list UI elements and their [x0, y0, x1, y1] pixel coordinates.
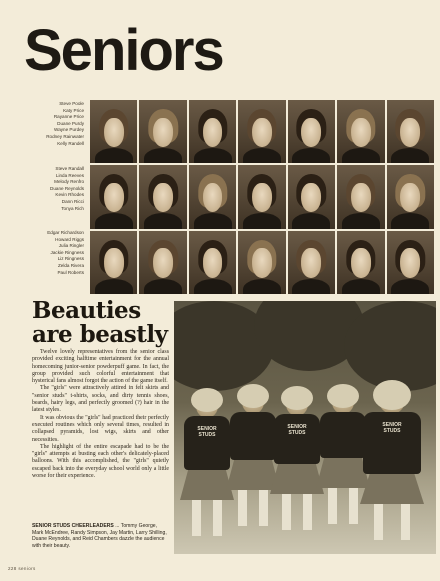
senior-portrait [139, 165, 186, 228]
legs [374, 504, 410, 540]
story-paragraph: The highlight of the entire escapade had to be the "girls" attempts at busting each other's delicately-placed balloons. With this accomplished, the "girls" quietly escaped back into the everyday school world only a little worse for their experience. [32, 443, 169, 480]
shirt-text: STUDS [383, 428, 401, 434]
story-body [32, 349, 169, 480]
story-paragraph: Twelve lovely representatives from the senior class provided exciting halftime entertainment for the annual homecoming junior-senior powderpuff game. In fact, the group provided such colorful entertainment that hysterical fans almost forgot the action of the game itself. [32, 349, 169, 385]
senior-name: Wayne Purdey [54, 127, 84, 133]
headline-line: Beauties [32, 297, 141, 324]
senior-name: Howard Riggs [55, 236, 84, 242]
photo-caption [32, 523, 169, 549]
skirt [360, 474, 424, 504]
name-list-row-3 [28, 230, 84, 276]
senior-portrait [387, 100, 434, 163]
senior-name: Duane Purdy [57, 120, 84, 126]
senior-portrait [90, 231, 137, 294]
senior-portrait-grid [90, 100, 434, 294]
shirt-text: STUDS [288, 430, 306, 436]
shirt-text: STUDS [198, 432, 216, 438]
senior-portrait [337, 165, 384, 228]
senior-name: Paul Roberts [57, 269, 84, 275]
senior-portrait [90, 100, 137, 163]
senior-name: Steve Poole [59, 101, 84, 106]
senior-name: Linda Reeves [55, 172, 84, 178]
senior-portrait [288, 165, 335, 228]
senior-portrait [238, 165, 285, 228]
section-title: Seniors [24, 18, 223, 83]
legs [192, 500, 222, 536]
senior-portrait [238, 231, 285, 294]
senior-name: Tonya Rich [61, 205, 84, 211]
senior-name: Jackie Ringness [50, 249, 84, 255]
senior-name: Rodney Rainwater [46, 133, 84, 139]
shirt [363, 412, 421, 474]
senior-portrait [288, 100, 335, 163]
legs [328, 488, 358, 524]
wig [237, 384, 269, 408]
senior-portrait [337, 100, 384, 163]
wig [327, 384, 359, 408]
senior-name: Katy Price [63, 107, 84, 113]
wig [281, 386, 313, 410]
shirt [184, 416, 230, 470]
shirt-text: SENIOR [382, 422, 402, 428]
name-list-row-1 [28, 101, 84, 147]
senior-portrait [387, 231, 434, 294]
senior-name: Dann Ricci [61, 198, 84, 204]
page-folio: 228 seniors [8, 566, 36, 571]
story-headline [32, 299, 167, 347]
headline-line: are beastly [32, 321, 168, 348]
legs [238, 490, 268, 526]
senior-portrait [189, 165, 236, 228]
senior-name: Zelda Rivera [57, 262, 84, 268]
senior-name: Kevin Rhodes [55, 192, 84, 198]
senior-portrait [189, 100, 236, 163]
wig [373, 380, 411, 410]
senior-portrait [337, 231, 384, 294]
legs [282, 494, 312, 530]
senior-name: Liz Ringness [57, 256, 84, 262]
senior-name: Rayanne Price [53, 114, 84, 120]
senior-portrait [288, 231, 335, 294]
shirt [274, 414, 320, 464]
cheerleader-figure [360, 386, 424, 540]
senior-name: Julia Ringler [58, 243, 84, 249]
caption-title: SENIOR STUDS CHEERLEADERS [32, 523, 114, 529]
senior-name: Edgar Richardson [47, 230, 84, 235]
shirt-text: SENIOR [287, 424, 307, 430]
story-paragraph: The "girls" were attractively attired in felt skirts and "senior studs" t-shirts, socks, and dirty tennis shoes, beards, hairy legs, and perfectly groomed (?) hair in the latest styles. [32, 385, 169, 414]
senior-portrait [238, 100, 285, 163]
senior-portrait [387, 165, 434, 228]
senior-name: Melody Renfro [54, 179, 84, 185]
senior-name: Steve Randall [55, 166, 84, 171]
shirt-text: SENIOR [197, 426, 217, 432]
senior-portrait [90, 165, 137, 228]
senior-portrait [139, 231, 186, 294]
senior-name: Kelly Randell [57, 140, 84, 146]
story-paragraph: It was obvious the "girls" had practiced their perfectly executed routines which only several times, resulted in collapsed pyramids, lost wigs, skirts and other necessities. [32, 414, 169, 443]
senior-portrait [139, 100, 186, 163]
senior-portrait [189, 231, 236, 294]
wig [191, 388, 223, 412]
caption-text: ... Tommy George, Mark McEndree, Randy Simpson, Jay Martin, Larry Shilling, Duane Reynolds, and Reid Chambers dazzle the audience with their beauty. [32, 523, 167, 549]
cheerleaders-photo [174, 301, 436, 554]
name-list-row-2 [28, 166, 84, 212]
senior-name: Duane Reynolds [50, 185, 84, 191]
